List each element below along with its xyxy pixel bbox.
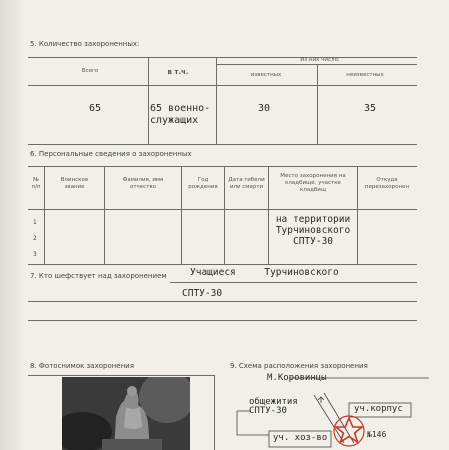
known-count: 30 [258, 103, 271, 114]
patron-line-1: Учащиеся Турчиновского [190, 267, 339, 278]
section-9-title: 9. Схема расположения захоронения [230, 362, 368, 370]
table6-top-rule [28, 166, 417, 167]
scheme-workshop-label: уч. хоз-во [273, 433, 328, 443]
table6-col-divider [44, 166, 45, 264]
table6-col-divider [181, 166, 182, 264]
patron-line-2: СПТУ-30 [182, 288, 223, 299]
row-number: 1 [33, 219, 37, 226]
section-5-title: 5. Количество захороненных: [30, 40, 140, 48]
section-8-title: 8. Фотоснимок захоронения [30, 362, 134, 370]
unknown-count: 35 [364, 103, 377, 114]
patron-rule-1 [170, 282, 417, 283]
scheme-monument-number: №146 [367, 430, 387, 439]
section-7-title: 7. Кто шефствует над захоронением [30, 272, 167, 280]
memorial-photo [62, 377, 190, 450]
table5-col-divider [216, 57, 217, 144]
col-military-header: в т.ч. [167, 68, 189, 76]
table5-header-rule [28, 85, 417, 86]
row-number: 2 [33, 235, 37, 242]
page-fold-shadow [0, 0, 22, 450]
table6-header-origin: Откуда перезахоронен [364, 177, 410, 190]
table6-col-divider [268, 166, 269, 264]
col-known-header: известных [250, 72, 282, 78]
table6-header-death: Дата гибели или смерти [228, 177, 265, 190]
military-count: 65 военно- служащих [150, 103, 211, 126]
row-number: 3 [33, 251, 37, 258]
table6-header-place: Место захоронения на кладбище, участке кладбищ [280, 173, 346, 193]
col-unknown-header: неизвестных [346, 72, 384, 78]
table6-header-rank: Воинское звание [60, 177, 89, 190]
table5-col-divider [317, 64, 318, 144]
scheme-dormitory-label: общежития СПТУ-30 [249, 397, 298, 417]
burial-location-scheme [229, 373, 449, 450]
table6-header-rule [28, 209, 417, 210]
patron-rule-2 [28, 301, 417, 302]
burial-place: на территории Турчиновского СПТУ-30 [275, 214, 351, 247]
table6-header-birth: Год рождения [188, 177, 218, 190]
photo-frame-top [28, 375, 214, 376]
col-total-header: Всего [81, 68, 99, 74]
table6-header-name: Фамилия, имя отчество [122, 177, 164, 190]
total-count: 65 [89, 103, 102, 114]
table6-col-divider [104, 166, 105, 264]
scheme-village-label: М.Коровинцы [267, 373, 327, 383]
table6-header-no: № п/п [31, 177, 41, 190]
table6-bottom-rule [28, 264, 417, 265]
photo-frame-right [214, 375, 215, 450]
table5-bottom-rule [28, 144, 417, 145]
table5-col-divider [148, 57, 149, 144]
patron-rule-3 [28, 320, 417, 321]
col-including-header: Из них число: [300, 57, 340, 63]
section-6-title: 6. Персональные сведения о захороненных [30, 150, 192, 158]
scheme-building-label: уч.корпус [354, 404, 403, 414]
